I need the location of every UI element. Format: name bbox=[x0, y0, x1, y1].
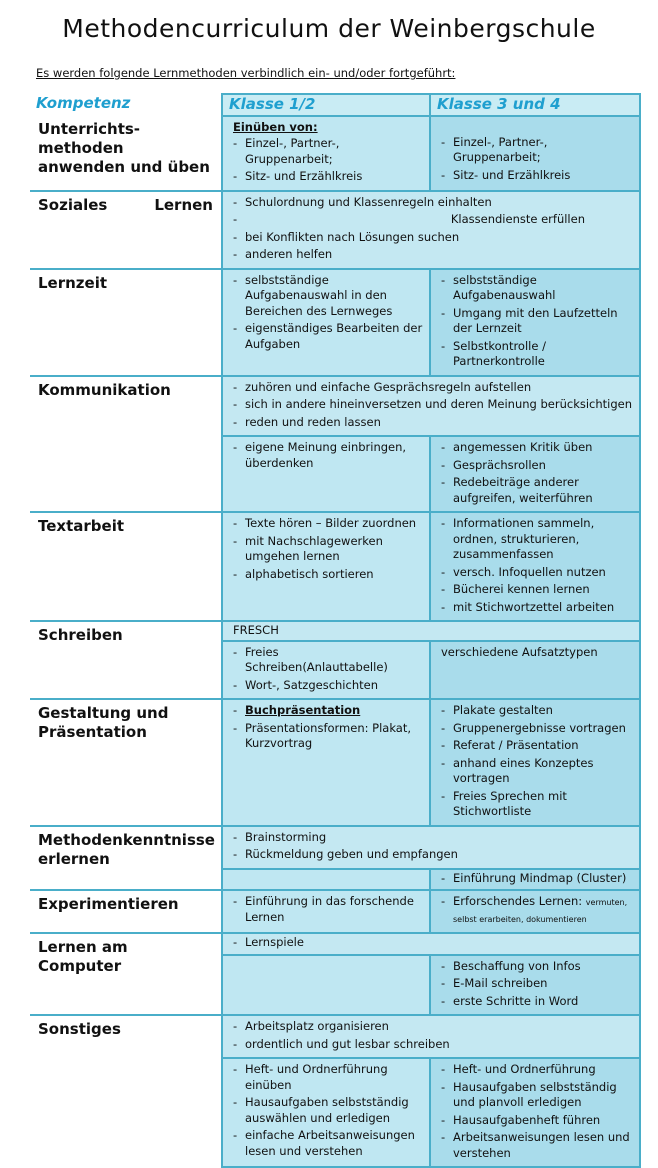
list-item: - Gruppenergebnisse vortragen bbox=[441, 721, 635, 737]
cell-sonstiges-span bbox=[222, 1015, 640, 1058]
list-gestaltung-klasse34 bbox=[441, 703, 635, 820]
list-item: - Freies Sprechen mit Stichwortliste bbox=[441, 789, 635, 820]
list-item: - Einführung in das forschende Lernen bbox=[233, 894, 425, 925]
row-gestaltung bbox=[30, 699, 640, 826]
list-item: - reden und reden lassen bbox=[233, 415, 635, 431]
cell-soziales bbox=[222, 191, 640, 269]
list-item: - selbstständige Aufgabenauswahl bbox=[441, 273, 635, 304]
list-item: - Informationen sammeln, ordnen, strukturieren, zusammenfassen bbox=[441, 516, 635, 563]
cell-schreiben-span: FRESCH bbox=[222, 621, 640, 641]
kompetenz-unterrichtsmethoden: Unterrichts- methoden anwenden und üben bbox=[30, 116, 222, 191]
list-item: - Arbeitsanweisungen lesen und verstehen bbox=[441, 1130, 635, 1161]
list-item: - mit Stichwortzettel arbeiten bbox=[441, 600, 635, 616]
kompetenz-soziales-lernen bbox=[30, 191, 222, 269]
list-item: - sich in andere hineinversetzen und deren Meinung berücksichtigen bbox=[233, 397, 635, 413]
list-item: - Sitz- und Erzählkreis bbox=[441, 168, 635, 184]
list-gestaltung-klasse12 bbox=[233, 703, 425, 752]
kompetenz-methodenkenntnisse: Methodenkenntnisse erlernen bbox=[30, 826, 222, 891]
cell-computer-span bbox=[222, 933, 640, 955]
list-kommunikation-klasse12 bbox=[233, 440, 425, 471]
cell-methoden-klasse34 bbox=[430, 869, 640, 891]
list-item: - Bücherei kennen lernen bbox=[441, 582, 635, 598]
cell-sonstiges-klasse34 bbox=[430, 1058, 640, 1167]
row-unterrichtsmethoden bbox=[30, 116, 640, 191]
list-item: - Sitz- und Erzählkreis bbox=[233, 169, 425, 185]
cell-computer-klasse12 bbox=[222, 955, 430, 1016]
experimentieren-main: Erforschendes Lernen: bbox=[453, 894, 583, 908]
list-item: - Wort-, Satzgeschichten bbox=[233, 678, 425, 694]
row-methoden-a bbox=[30, 826, 640, 869]
row-lernzeit bbox=[30, 269, 640, 376]
list-item: - Klassendienste erfüllen bbox=[233, 212, 635, 228]
cell-kommunikation-klasse34 bbox=[430, 436, 640, 512]
list-item: - Referat / Präsentation bbox=[441, 738, 635, 754]
list-sonstiges-span bbox=[233, 1019, 635, 1052]
list-item: - Arbeitsplatz organisieren bbox=[233, 1019, 635, 1035]
list-item: - mit Nachschlagewerken umgehen lernen bbox=[233, 534, 425, 565]
page-title: Methodencurriculum der Weinbergschule bbox=[62, 14, 596, 43]
row-textarbeit bbox=[30, 512, 640, 621]
list-lernzeit-klasse12 bbox=[233, 273, 425, 353]
row-sonstiges-a bbox=[30, 1015, 640, 1058]
kompetenz-lernzeit: Lernzeit bbox=[30, 269, 222, 376]
soziales-label-b: Lernen bbox=[154, 195, 213, 214]
list-item bbox=[441, 894, 635, 927]
cell-textarbeit-klasse12 bbox=[222, 512, 430, 621]
list-item bbox=[233, 703, 425, 719]
experimentieren-small: vermuten, selbst erarbeiten, dokumentieren bbox=[453, 898, 628, 924]
list-item: - Rückmeldung geben und empfangen bbox=[233, 847, 635, 863]
list-item: - selbstständige Aufgabenauswahl in den Bereichen des Lernweges bbox=[233, 273, 425, 320]
list-item: - eigene Meinung einbringen, überdenken bbox=[233, 440, 425, 471]
list-soziales bbox=[233, 195, 635, 263]
cell-methoden-span bbox=[222, 826, 640, 869]
list-item: - Gesprächsrollen bbox=[441, 458, 635, 474]
kompetenz-computer: Lernen am Computer bbox=[30, 933, 222, 1015]
cell-experimentieren-klasse34 bbox=[430, 890, 640, 933]
header-klasse-1-2: Klasse 1/2 bbox=[222, 94, 430, 116]
list-kommunikation-klasse34 bbox=[441, 440, 635, 506]
cell-methoden-klasse12 bbox=[222, 869, 430, 891]
list-item: - eigenständiges Bearbeiten der Aufgaben bbox=[233, 321, 425, 352]
list-item: - Freies Schreiben(Anlauttabelle) bbox=[233, 645, 425, 676]
kompetenz-textarbeit: Textarbeit bbox=[30, 512, 222, 621]
kompetenz-sonstiges: Sonstiges bbox=[30, 1015, 222, 1167]
list-item: - bei Konflikten nach Lösungen suchen bbox=[233, 230, 635, 246]
list-item: - Redebeiträge anderer aufgreifen, weiterführen bbox=[441, 475, 635, 506]
row-computer-a bbox=[30, 933, 640, 955]
list-item: - angemessen Kritik üben bbox=[441, 440, 635, 456]
list-textarbeit-klasse12 bbox=[233, 516, 425, 582]
list-item: - Präsentationsformen: Plakat, Kurzvortrag bbox=[233, 721, 425, 752]
row-kommunikation-a bbox=[30, 376, 640, 437]
header-klasse-3-4: Klasse 3 und 4 bbox=[430, 94, 640, 116]
list-item: - Brainstorming bbox=[233, 830, 635, 846]
kompetenz-kommunikation: Kommunikation bbox=[30, 376, 222, 513]
cell-textarbeit-klasse34 bbox=[430, 512, 640, 621]
list-unterricht-klasse34 bbox=[441, 135, 635, 184]
list-item: - Hausaufgaben selbstständig und planvoll erledigen bbox=[441, 1080, 635, 1111]
list-item: - erste Schritte in Word bbox=[441, 994, 635, 1010]
cell-experimentieren-klasse12 bbox=[222, 890, 430, 933]
header-row bbox=[30, 94, 640, 116]
list-sonstiges-klasse34 bbox=[441, 1062, 635, 1161]
list-item: - Heft- und Ordnerführung einüben bbox=[233, 1062, 425, 1093]
list-item: - Heft- und Ordnerführung bbox=[441, 1062, 635, 1078]
list-item: - Selbstkontrolle / Partnerkontrolle bbox=[441, 339, 635, 370]
soziales-label-a: Soziales bbox=[38, 195, 108, 214]
list-methoden-klasse34 bbox=[441, 871, 635, 887]
einueben-heading: Einüben von: bbox=[233, 119, 318, 134]
cell-unterricht-klasse12 bbox=[222, 116, 430, 191]
list-textarbeit-klasse34 bbox=[441, 516, 635, 615]
list-item: - Schulordnung und Klassenregeln einhalten bbox=[233, 195, 635, 211]
buchpraesentation-heading: Buchpräsentation bbox=[245, 703, 361, 717]
list-item: - anhand eines Konzeptes vortragen bbox=[441, 756, 635, 787]
cell-schreiben-klasse34: verschiedene Aufsatztypen bbox=[430, 641, 640, 700]
row-schreiben-a bbox=[30, 621, 640, 641]
list-computer-span bbox=[233, 935, 635, 951]
list-item: - zuhören und einfache Gesprächsregeln aufstellen bbox=[233, 380, 635, 396]
cell-sonstiges-klasse12 bbox=[222, 1058, 430, 1167]
intro-text: Es werden folgende Lernmethoden verbindlich ein- und/oder fortgeführt: bbox=[36, 66, 456, 80]
list-item: - Plakate gestalten bbox=[441, 703, 635, 719]
cell-gestaltung-klasse12 bbox=[222, 699, 430, 826]
cell-kommunikation-klasse12 bbox=[222, 436, 430, 512]
list-item: - Texte hören – Bilder zuordnen bbox=[233, 516, 425, 532]
list-item: - Umgang mit den Laufzetteln der Lernzeit bbox=[441, 306, 635, 337]
cell-schreiben-klasse12 bbox=[222, 641, 430, 700]
kompetenz-gestaltung: Gestaltung und Präsentation bbox=[30, 699, 222, 826]
cell-computer-klasse34 bbox=[430, 955, 640, 1016]
list-sonstiges-klasse12 bbox=[233, 1062, 425, 1159]
list-item: - Einzel-, Partner-, Gruppenarbeit; bbox=[441, 135, 635, 166]
list-item: - Einführung Mindmap (Cluster) bbox=[441, 871, 635, 887]
cell-unterricht-klasse34 bbox=[430, 116, 640, 191]
cell-gestaltung-klasse34 bbox=[430, 699, 640, 826]
list-item: - Beschaffung von Infos bbox=[441, 959, 635, 975]
list-unterricht-klasse12 bbox=[233, 136, 425, 185]
cell-lernzeit-klasse12 bbox=[222, 269, 430, 376]
header-kompetenz: Kompetenz bbox=[30, 94, 222, 116]
list-item: - Hausaufgaben selbstständig auswählen und erledigen bbox=[233, 1095, 425, 1126]
list-methoden-span bbox=[233, 830, 635, 863]
list-kommunikation-span bbox=[233, 380, 635, 431]
cell-lernzeit-klasse34 bbox=[430, 269, 640, 376]
list-item: - versch. Infoquellen nutzen bbox=[441, 565, 635, 581]
list-item: - anderen helfen bbox=[233, 247, 635, 263]
list-computer-klasse34 bbox=[441, 959, 635, 1010]
list-item: - Einzel-, Partner-, Gruppenarbeit; bbox=[233, 136, 425, 167]
kompetenz-experimentieren: Experimentieren bbox=[30, 890, 222, 933]
list-experimentieren-klasse34 bbox=[441, 894, 635, 927]
row-soziales-lernen bbox=[30, 191, 640, 269]
list-item: - E-Mail schreiben bbox=[441, 976, 635, 992]
list-schreiben-klasse12 bbox=[233, 645, 425, 694]
row-experimentieren bbox=[30, 890, 640, 933]
list-item: - Lernspiele bbox=[233, 935, 635, 951]
kompetenz-schreiben: Schreiben bbox=[30, 621, 222, 699]
list-item: - alphabetisch sortieren bbox=[233, 567, 425, 583]
list-item: - ordentlich und gut lesbar schreiben bbox=[233, 1037, 635, 1053]
curriculum-table bbox=[30, 93, 641, 1168]
list-item: - einfache Arbeitsanweisungen lesen und verstehen bbox=[233, 1128, 425, 1159]
cell-kommunikation-span bbox=[222, 376, 640, 437]
list-item: - Hausaufgabenheft führen bbox=[441, 1113, 635, 1129]
list-lernzeit-klasse34 bbox=[441, 273, 635, 370]
list-experimentieren-klasse12 bbox=[233, 894, 425, 925]
